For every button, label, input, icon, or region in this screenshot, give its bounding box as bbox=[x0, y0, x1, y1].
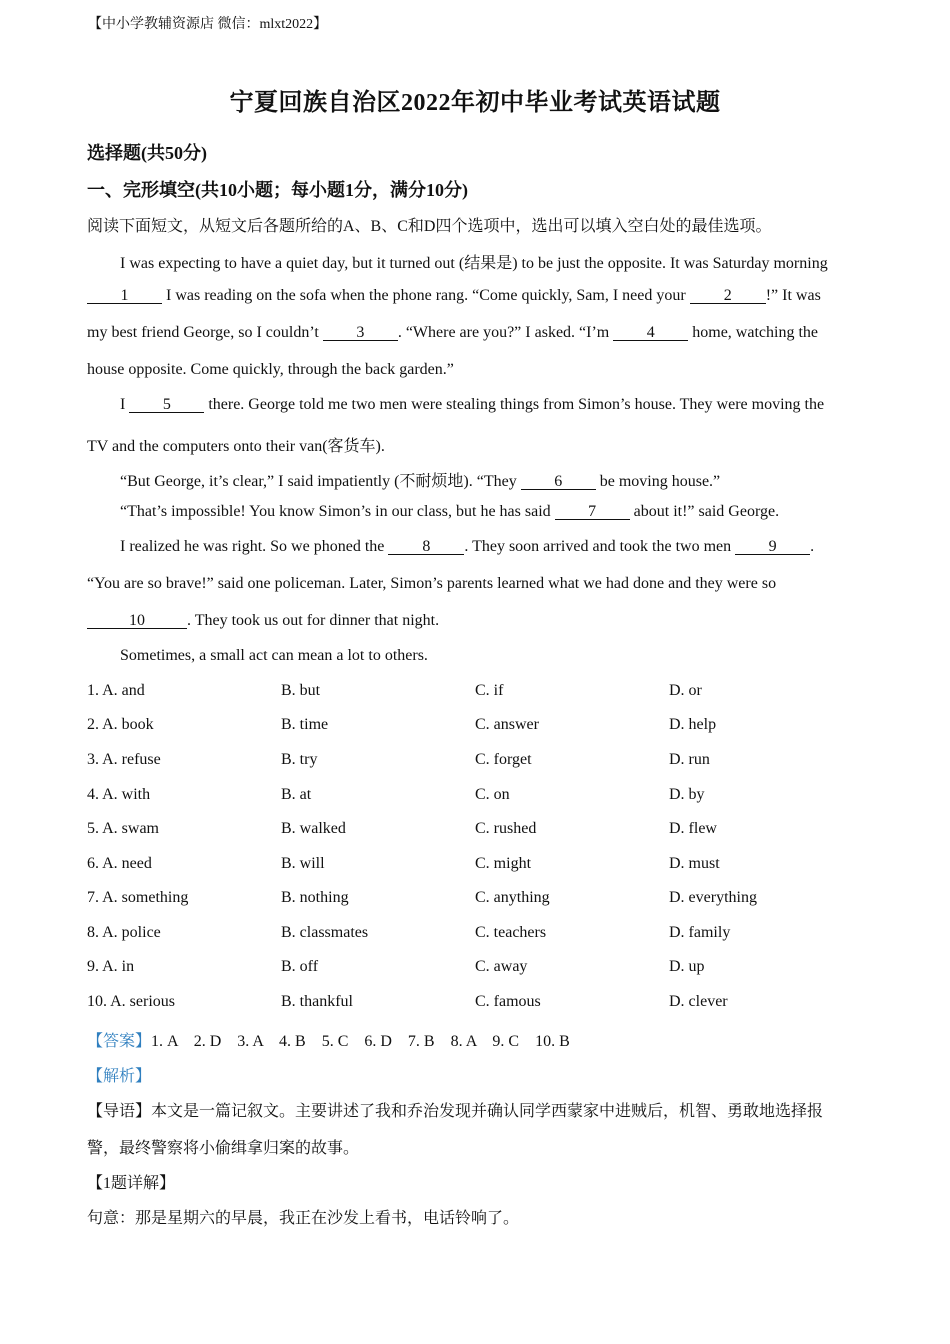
guide-line: 警，最终警察将小偷缉拿归案的故事。 bbox=[87, 1140, 360, 1157]
option-2c: C. answer bbox=[475, 716, 539, 733]
passage-line bbox=[87, 324, 818, 342]
option-7a: 7. A. something bbox=[87, 889, 189, 906]
instruction: 阅读下面短文，从短文后各题所给的A、B、C和D四个选项中，选出可以填入空白处的最佳选项。 bbox=[87, 218, 772, 235]
answer-tag: 【答案】 bbox=[87, 1033, 152, 1050]
analysis-line bbox=[87, 1063, 151, 1086]
passage-text: “That’s impossible! You know Simon’s in our class, but he has said bbox=[120, 503, 555, 520]
option-8d: D. family bbox=[669, 924, 731, 941]
option-4d: D. by bbox=[669, 786, 705, 803]
page-title: 宁夏回族自治区2022年初中毕业考试英语试题 bbox=[229, 90, 721, 116]
passage-text: . bbox=[810, 538, 815, 555]
blank-9: 9 bbox=[735, 539, 810, 555]
option-3d: D. run bbox=[669, 751, 710, 768]
section-heading-cloze: 一、完形填空(共10小题；每小题1分，满分10分) bbox=[87, 180, 468, 200]
passage-text: I realized he was right. So we phoned the bbox=[120, 538, 389, 555]
blank-2: 2 bbox=[690, 288, 766, 304]
blank-3: 3 bbox=[323, 325, 398, 341]
option-5b: B. walked bbox=[281, 820, 346, 837]
answer-line bbox=[87, 1028, 570, 1051]
option-1d: D. or bbox=[669, 682, 702, 699]
option-7b: B. nothing bbox=[281, 889, 349, 906]
passage-line bbox=[120, 250, 828, 273]
option-6b: B. will bbox=[281, 855, 325, 872]
passage-line bbox=[120, 468, 720, 491]
passage-line bbox=[120, 396, 824, 414]
option-2b: B. time bbox=[281, 716, 329, 733]
blank-7: 7 bbox=[555, 504, 630, 520]
passage-text: TV and the computers onto their van(客货车). bbox=[87, 438, 385, 455]
passage-text: home, watching the bbox=[688, 324, 818, 341]
option-1a: 1. A. and bbox=[87, 682, 145, 699]
passage-line bbox=[87, 612, 439, 630]
option-2d: D. help bbox=[669, 716, 717, 733]
option-4b: B. at bbox=[281, 786, 312, 803]
passage-text: I was reading on the sofa when the phone rang. “Come quickly, Sam, I need your bbox=[162, 287, 690, 304]
option-4a: 4. A. with bbox=[87, 786, 151, 803]
passage-line bbox=[87, 433, 385, 456]
blank-6: 6 bbox=[521, 474, 596, 490]
passage-line bbox=[120, 503, 779, 521]
passage-line bbox=[120, 538, 814, 556]
option-10c: C. famous bbox=[475, 993, 541, 1010]
option-9d: D. up bbox=[669, 958, 705, 975]
analysis-tag: 【解析】 bbox=[87, 1068, 152, 1085]
option-5a: 5. A. swam bbox=[87, 820, 159, 837]
option-10d: D. clever bbox=[669, 993, 728, 1010]
passage-text: . They soon arrived and took the two men bbox=[464, 538, 736, 555]
guide-line: 【导语】本文是一篇记叙文。主要讲述了我和乔治发现并确认同学西蒙家中进贼后，机智、勇敢地选择报 bbox=[87, 1103, 824, 1120]
blank-8: 8 bbox=[388, 539, 464, 555]
passage-text: about it!” said George. bbox=[629, 503, 780, 520]
option-6a: 6. A. need bbox=[87, 855, 152, 872]
option-3b: B. try bbox=[281, 751, 318, 768]
passage-text: I bbox=[120, 396, 130, 413]
detail-heading: 【1题详解】 bbox=[87, 1175, 176, 1192]
detail-text: 句意：那是星期六的早晨，我正在沙发上看书，电话铃响了。 bbox=[87, 1210, 520, 1227]
passage-line bbox=[87, 575, 776, 593]
option-9b: B. off bbox=[281, 958, 319, 975]
option-6d: D. must bbox=[669, 855, 720, 872]
answer-list: 1. A 2. D 3. A 4. B 5. C 6. D 7. B 8. A 9. C 10. B bbox=[151, 1033, 570, 1050]
option-4c: C. on bbox=[475, 786, 510, 803]
option-1b: B. but bbox=[281, 682, 321, 699]
option-10a: 10. A. serious bbox=[87, 993, 175, 1010]
passage-text: I was expecting to have a quiet day, but it turned out (结果是) to be just the opposite. It was Saturday morning bbox=[120, 255, 828, 272]
passage-line bbox=[87, 287, 821, 305]
passage-text: “But George, it’s clear,” I said impatiently (不耐烦地). “They bbox=[120, 473, 521, 490]
header-note: 【中小学教辅资源店 微信：mlxt2022】 bbox=[88, 17, 328, 32]
option-7d: D. everything bbox=[669, 889, 757, 906]
passage-text: Sometimes, a small act can mean a lot to others. bbox=[120, 647, 428, 664]
passage-line bbox=[120, 647, 428, 665]
blank-10: 10 bbox=[87, 613, 187, 629]
option-8a: 8. A. police bbox=[87, 924, 161, 941]
section-heading-choice: 选择题(共50分) bbox=[87, 143, 207, 163]
option-1c: C. if bbox=[475, 682, 504, 699]
option-5c: C. rushed bbox=[475, 820, 537, 837]
passage-text: “You are so brave!” said one policeman. Later, Simon’s parents learned what we had done and they were so bbox=[87, 575, 777, 592]
blank-5: 5 bbox=[129, 397, 204, 413]
passage-text: my best friend George, so I couldn’t bbox=[87, 324, 323, 341]
passage-text: there. George told me two men were stealing things from Simon’s house. They were moving the bbox=[204, 396, 825, 413]
blank-4: 4 bbox=[613, 325, 688, 341]
option-3a: 3. A. refuse bbox=[87, 751, 161, 768]
option-9c: C. away bbox=[475, 958, 528, 975]
option-8b: B. classmates bbox=[281, 924, 369, 941]
option-8c: C. teachers bbox=[475, 924, 547, 941]
passage-text: !” It was bbox=[765, 287, 821, 304]
option-7c: C. anything bbox=[475, 889, 550, 906]
passage-text: be moving house.” bbox=[595, 473, 721, 490]
option-9a: 9. A. in bbox=[87, 958, 135, 975]
passage-text: house opposite. Come quickly, through the back garden.” bbox=[87, 361, 454, 378]
blank-1: 1 bbox=[87, 288, 162, 304]
option-3c: C. forget bbox=[475, 751, 532, 768]
passage-text: . They took us out for dinner that night. bbox=[187, 612, 440, 629]
passage-line bbox=[87, 361, 454, 379]
option-6c: C. might bbox=[475, 855, 532, 872]
option-5d: D. flew bbox=[669, 820, 717, 837]
option-10b: B. thankful bbox=[281, 993, 353, 1010]
passage-text: . “Where are you?” I asked. “I’m bbox=[397, 324, 614, 341]
option-2a: 2. A. book bbox=[87, 716, 154, 733]
